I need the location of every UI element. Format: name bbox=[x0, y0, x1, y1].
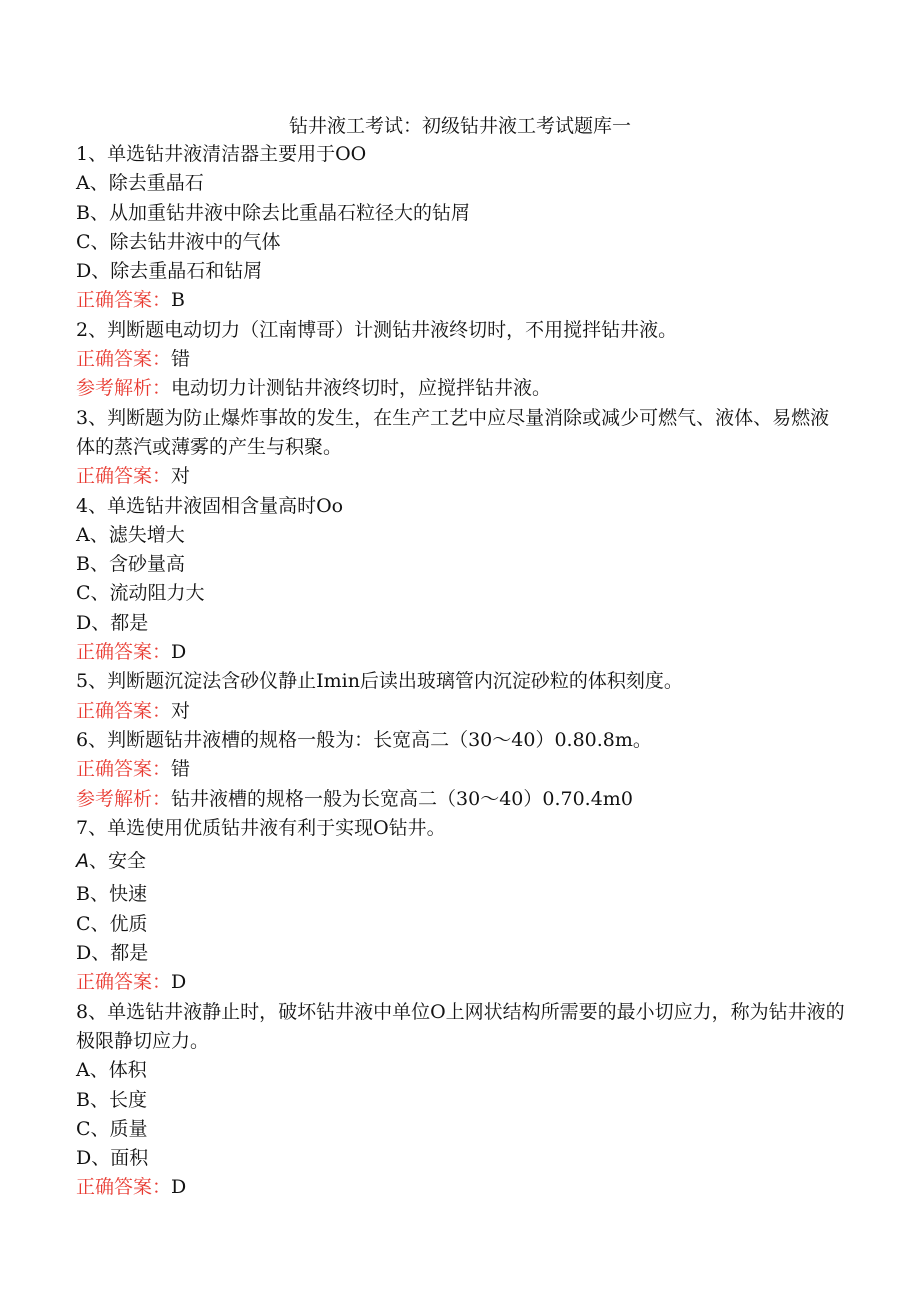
question-stem: 3、判断题为防止爆炸事故的发生，在生产工艺中应尽量消除或减少可燃气、液体、易燃液体的蒸汽或薄雾的产生与积聚。 bbox=[76, 406, 830, 458]
answer-line bbox=[76, 638, 846, 667]
option-a: A、滤失增大 bbox=[76, 523, 185, 546]
answer-value: D bbox=[171, 1176, 187, 1199]
question-3 bbox=[76, 404, 846, 492]
question-list bbox=[76, 140, 846, 1203]
answer-label: 正确答案： bbox=[76, 289, 172, 312]
analysis-text: 钻井液槽的规格一般为长宽高二（30～40）0.70.4m0 bbox=[171, 787, 633, 810]
question-stem: 2、判断题电动切力（江南博哥）计测钻井液终切时，不用搅拌钻井液。 bbox=[76, 318, 678, 341]
document-title: 钻井液工考试：初级钻井液工考试题库一 bbox=[288, 115, 631, 137]
option-b: B、快速 bbox=[76, 883, 147, 906]
analysis-label: 参考解析： bbox=[76, 787, 172, 810]
answer-line bbox=[76, 1173, 846, 1202]
question-7 bbox=[76, 814, 846, 998]
option-b: B、从加重钻井液中除去比重晶石粒径大的钻屑 bbox=[76, 201, 470, 224]
option-a-letter: A bbox=[76, 850, 89, 873]
answer-line bbox=[76, 697, 846, 726]
answer-label: 正确答案： bbox=[76, 465, 172, 488]
analysis-line bbox=[76, 374, 846, 403]
option-a: A、除去重晶石 bbox=[76, 172, 204, 195]
answer-line bbox=[76, 968, 846, 997]
question-stem: 7、单选使用优质钻井液有利于实现O钻井。 bbox=[76, 816, 446, 839]
answer-value: 错 bbox=[171, 758, 191, 781]
option-d: D、除去重晶石和钻屑 bbox=[76, 260, 263, 283]
question-4 bbox=[76, 492, 846, 668]
question-stem: 1、单选钻井液清洁器主要用于OO bbox=[76, 143, 367, 165]
answer-label: 正确答案： bbox=[76, 699, 172, 722]
question-stem: 6、判断题钻井液槽的规格一般为：长宽高二（30～40）0.80.8m。 bbox=[76, 728, 652, 751]
option-b: B、含砂量高 bbox=[76, 553, 185, 576]
option-d: D、都是 bbox=[76, 942, 149, 965]
analysis-label: 参考解析： bbox=[76, 377, 172, 400]
answer-value: B bbox=[171, 289, 185, 312]
question-2 bbox=[76, 316, 846, 404]
option-a-text: 、安全 bbox=[89, 850, 147, 873]
answer-line bbox=[76, 345, 846, 374]
answer-label: 正确答案： bbox=[76, 1176, 172, 1199]
question-8 bbox=[76, 998, 846, 1203]
question-5 bbox=[76, 667, 846, 726]
answer-label: 正确答案： bbox=[76, 971, 172, 994]
answer-label: 正确答案： bbox=[76, 758, 172, 781]
answer-label: 正确答案： bbox=[76, 641, 172, 664]
analysis-text: 电动切力计测钻井液终切时，应搅拌钻井液。 bbox=[171, 377, 552, 400]
option-c: C、质量 bbox=[76, 1117, 148, 1140]
answer-value: 对 bbox=[171, 699, 191, 722]
option-c: C、优质 bbox=[76, 912, 148, 935]
answer-line bbox=[76, 286, 846, 315]
answer-value: 对 bbox=[171, 465, 191, 488]
question-stem: 8、单选钻井液静止时，破坏钻井液中单位O上网状结构所需要的最小切应力，称为钻井液的极限静切应力。 bbox=[76, 1000, 845, 1052]
question-1 bbox=[76, 140, 846, 316]
option-c: C、流动阻力大 bbox=[76, 582, 205, 605]
option-a bbox=[76, 847, 846, 876]
answer-line bbox=[76, 462, 846, 491]
option-c: C、除去钻井液中的气体 bbox=[76, 230, 281, 253]
answer-value: D bbox=[171, 641, 187, 664]
question-stem: 5、判断题沉淀法含砂仪静止Imin后读出玻璃管内沉淀砂粒的体积刻度。 bbox=[76, 670, 683, 693]
answer-label: 正确答案： bbox=[76, 348, 172, 371]
question-6 bbox=[76, 726, 846, 814]
option-d: D、都是 bbox=[76, 611, 149, 634]
option-d: D、面积 bbox=[76, 1147, 149, 1170]
option-a: A、体积 bbox=[76, 1059, 147, 1082]
answer-value: 错 bbox=[171, 348, 191, 371]
option-b: B、长度 bbox=[76, 1088, 147, 1111]
answer-value: D bbox=[171, 971, 187, 994]
analysis-line bbox=[76, 785, 846, 814]
answer-line bbox=[76, 755, 846, 784]
question-stem: 4、单选钻井液固相含量高时Oo bbox=[76, 494, 344, 517]
